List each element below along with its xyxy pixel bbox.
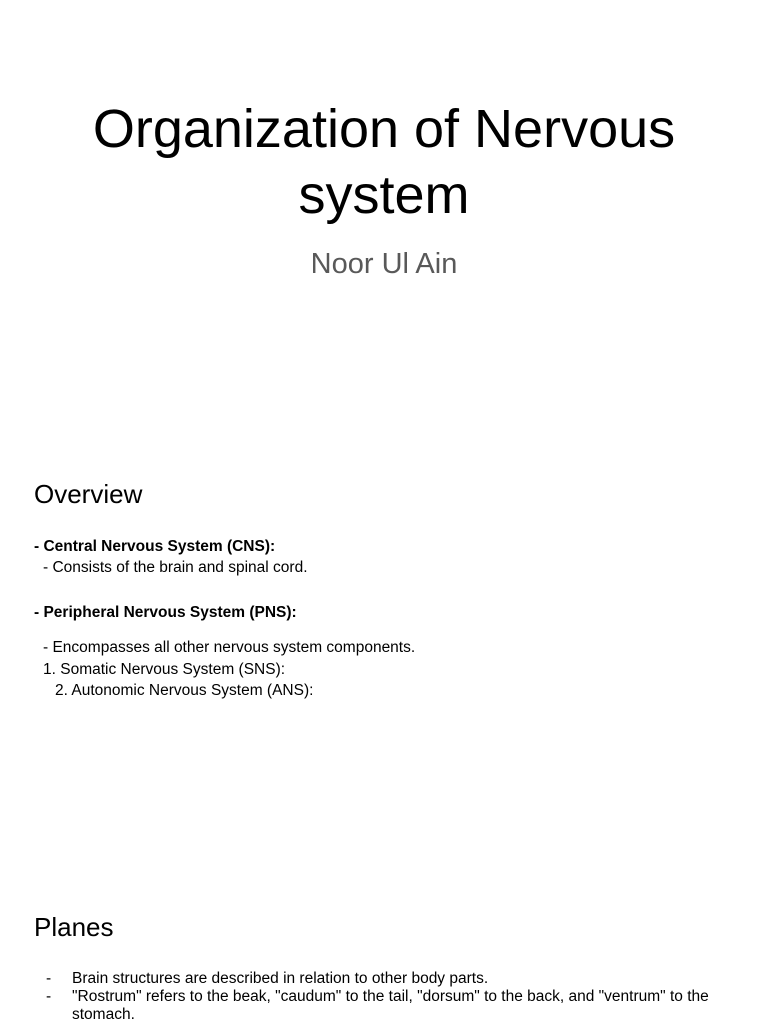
pns-item-ans: 2. Autonomic Nervous System (ANS): <box>55 682 314 699</box>
bullet-text: Brain structures are described in relation to other body parts. <box>72 970 489 987</box>
bullet-text: "Rostrum" refers to the beak, "caudum" to the tail, "dorsum" to the back, and "ventrum" to the stomach. <box>72 988 709 1023</box>
pns-heading: - Peripheral Nervous System (PNS): <box>34 604 297 621</box>
title-line-1: Organization of Nervous <box>92 99 676 159</box>
pns-item-sns: 1. Somatic Nervous System (SNS): <box>43 661 286 678</box>
pns-description: - Encompasses all other nervous system components. <box>43 639 416 656</box>
bullet-marker: - <box>46 970 52 987</box>
slide-title <box>60 96 708 228</box>
cns-description: - Consists of the brain and spinal cord. <box>43 559 308 576</box>
title-line-2: system <box>298 165 470 225</box>
planes-heading: Planes <box>34 912 114 942</box>
overview-heading: Overview <box>34 479 143 509</box>
list-item <box>34 988 744 1024</box>
list-item <box>34 970 744 988</box>
cns-heading: - Central Nervous System (CNS): <box>34 538 276 555</box>
planes-bullet-list <box>34 970 744 1024</box>
bullet-marker: - <box>46 988 52 1005</box>
slide-subtitle: Noor Ul Ain <box>310 248 458 280</box>
